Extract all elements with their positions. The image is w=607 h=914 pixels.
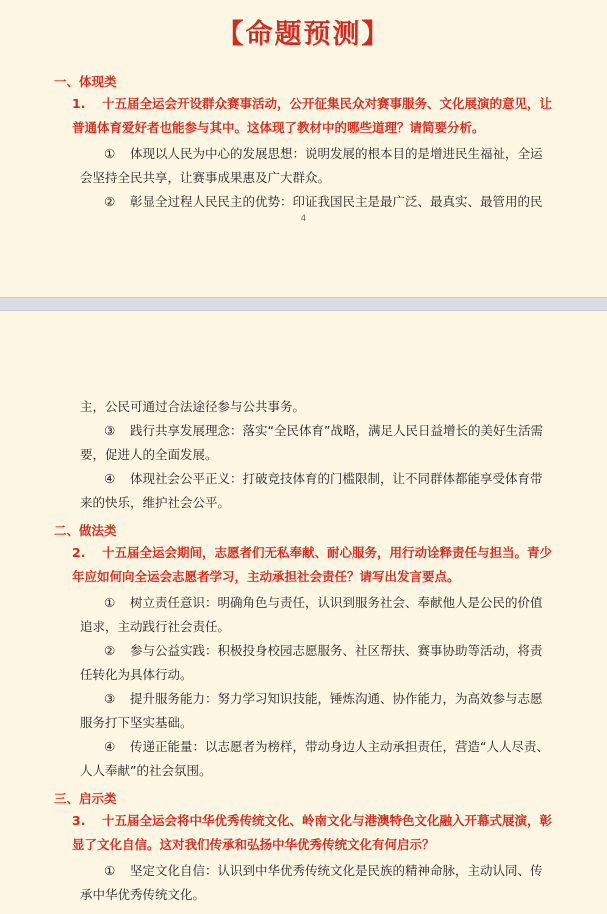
item-marker: ② — [104, 643, 116, 658]
answer-item — [80, 735, 550, 783]
question-number: 3. — [72, 813, 86, 828]
item-marker: ④ — [104, 471, 116, 486]
document-page-1 — [0, 0, 607, 297]
item-text: 彰显全过程人民民主的优势：印证我国民主是最广泛、最真实、最管用的民 — [130, 194, 543, 209]
item-text: 传递正能量：以志愿者为榜样，带动身边人主动承担责任，营造“人人尽责、人人奉献”的社会氛围。 — [80, 739, 549, 778]
answer-item — [80, 687, 550, 735]
page-separator — [0, 297, 607, 311]
item-text: 提升服务能力：努力学习知识技能，锤炼沟通、协作能力，为高效参与志愿服务打下坚实基础。 — [80, 691, 543, 730]
answer-item — [80, 419, 550, 467]
page-title: 【命题预测】 — [216, 19, 391, 50]
answer-item — [80, 190, 550, 214]
page-number: 4 — [300, 214, 307, 224]
section-heading-2: 二、做法类 — [54, 523, 117, 538]
item-marker: ③ — [104, 691, 116, 706]
section-heading-3: 三、启示类 — [54, 791, 117, 806]
item-text: 树立责任意识：明确角色与责任，认识到服务社会、奉献他人是公民的价值追求，主动践行社会责任。 — [80, 595, 543, 634]
item-marker: ③ — [104, 423, 116, 438]
answer-item — [80, 859, 550, 907]
item-marker: ① — [104, 595, 116, 610]
document-page-2 — [0, 311, 607, 914]
question-text: 十五届全运会期间，志愿者们无私奉献、耐心服务，用行动诠释责任与担当。青少年应如何向全运会志愿者学习，主动承担社会责任？请写出发言要点。 — [72, 545, 553, 584]
question-2 — [72, 541, 556, 589]
answer-item-continued — [80, 395, 550, 419]
item-text: 体现社会公平正义：打破竞技体育的门槛限制，让不同群体都能享受体育带来的快乐，维护社会公平。 — [80, 471, 543, 510]
answer-item — [80, 639, 550, 687]
question-number: 1. — [72, 96, 86, 111]
item-marker: ④ — [104, 739, 116, 754]
item-text: 主，公民可通过合法途径参与公共事务。 — [80, 399, 306, 414]
question-1 — [72, 92, 556, 140]
question-text: 十五届全运会开设群众赛事活动，公开征集民众对赛事服务、文化展演的意见，让普通体育爱好者也能参与其中。这体现了教材中的哪些道理？请简要分析。 — [72, 96, 553, 135]
answer-item — [80, 142, 550, 190]
answer-item — [80, 591, 550, 639]
item-marker: ② — [104, 194, 116, 209]
question-number: 2. — [72, 545, 86, 560]
section-heading-1: 一、体现类 — [54, 74, 117, 89]
item-text: 坚定文化自信：认识到中华优秀传统文化是民族的精神命脉，主动认同、传承中华优秀传统文化。 — [80, 863, 543, 902]
answer-item — [80, 467, 550, 515]
item-marker: ① — [104, 863, 116, 878]
item-text: 参与公益实践：积极投身校园志愿服务、社区帮扶、赛事协助等活动，将责任转化为具体行动。 — [80, 643, 543, 682]
item-text: 践行共享发展理念：落实“全民体育”战略，满足人民日益增长的美好生活需要，促进人的全面发展。 — [80, 423, 543, 462]
item-marker: ① — [104, 146, 116, 161]
question-text: 十五届全运会将中华优秀传统文化、岭南文化与港澳特色文化融入开幕式展演，彰显了文化自信。这对我们传承和弘扬中华优秀传统文化有何启示？ — [72, 813, 553, 852]
item-text: 体现以人民为中心的发展思想：说明发展的根本目的是增进民生福祉，全运会坚持全民共享，让赛事成果惠及广大群众。 — [80, 146, 543, 185]
question-3 — [72, 809, 556, 857]
